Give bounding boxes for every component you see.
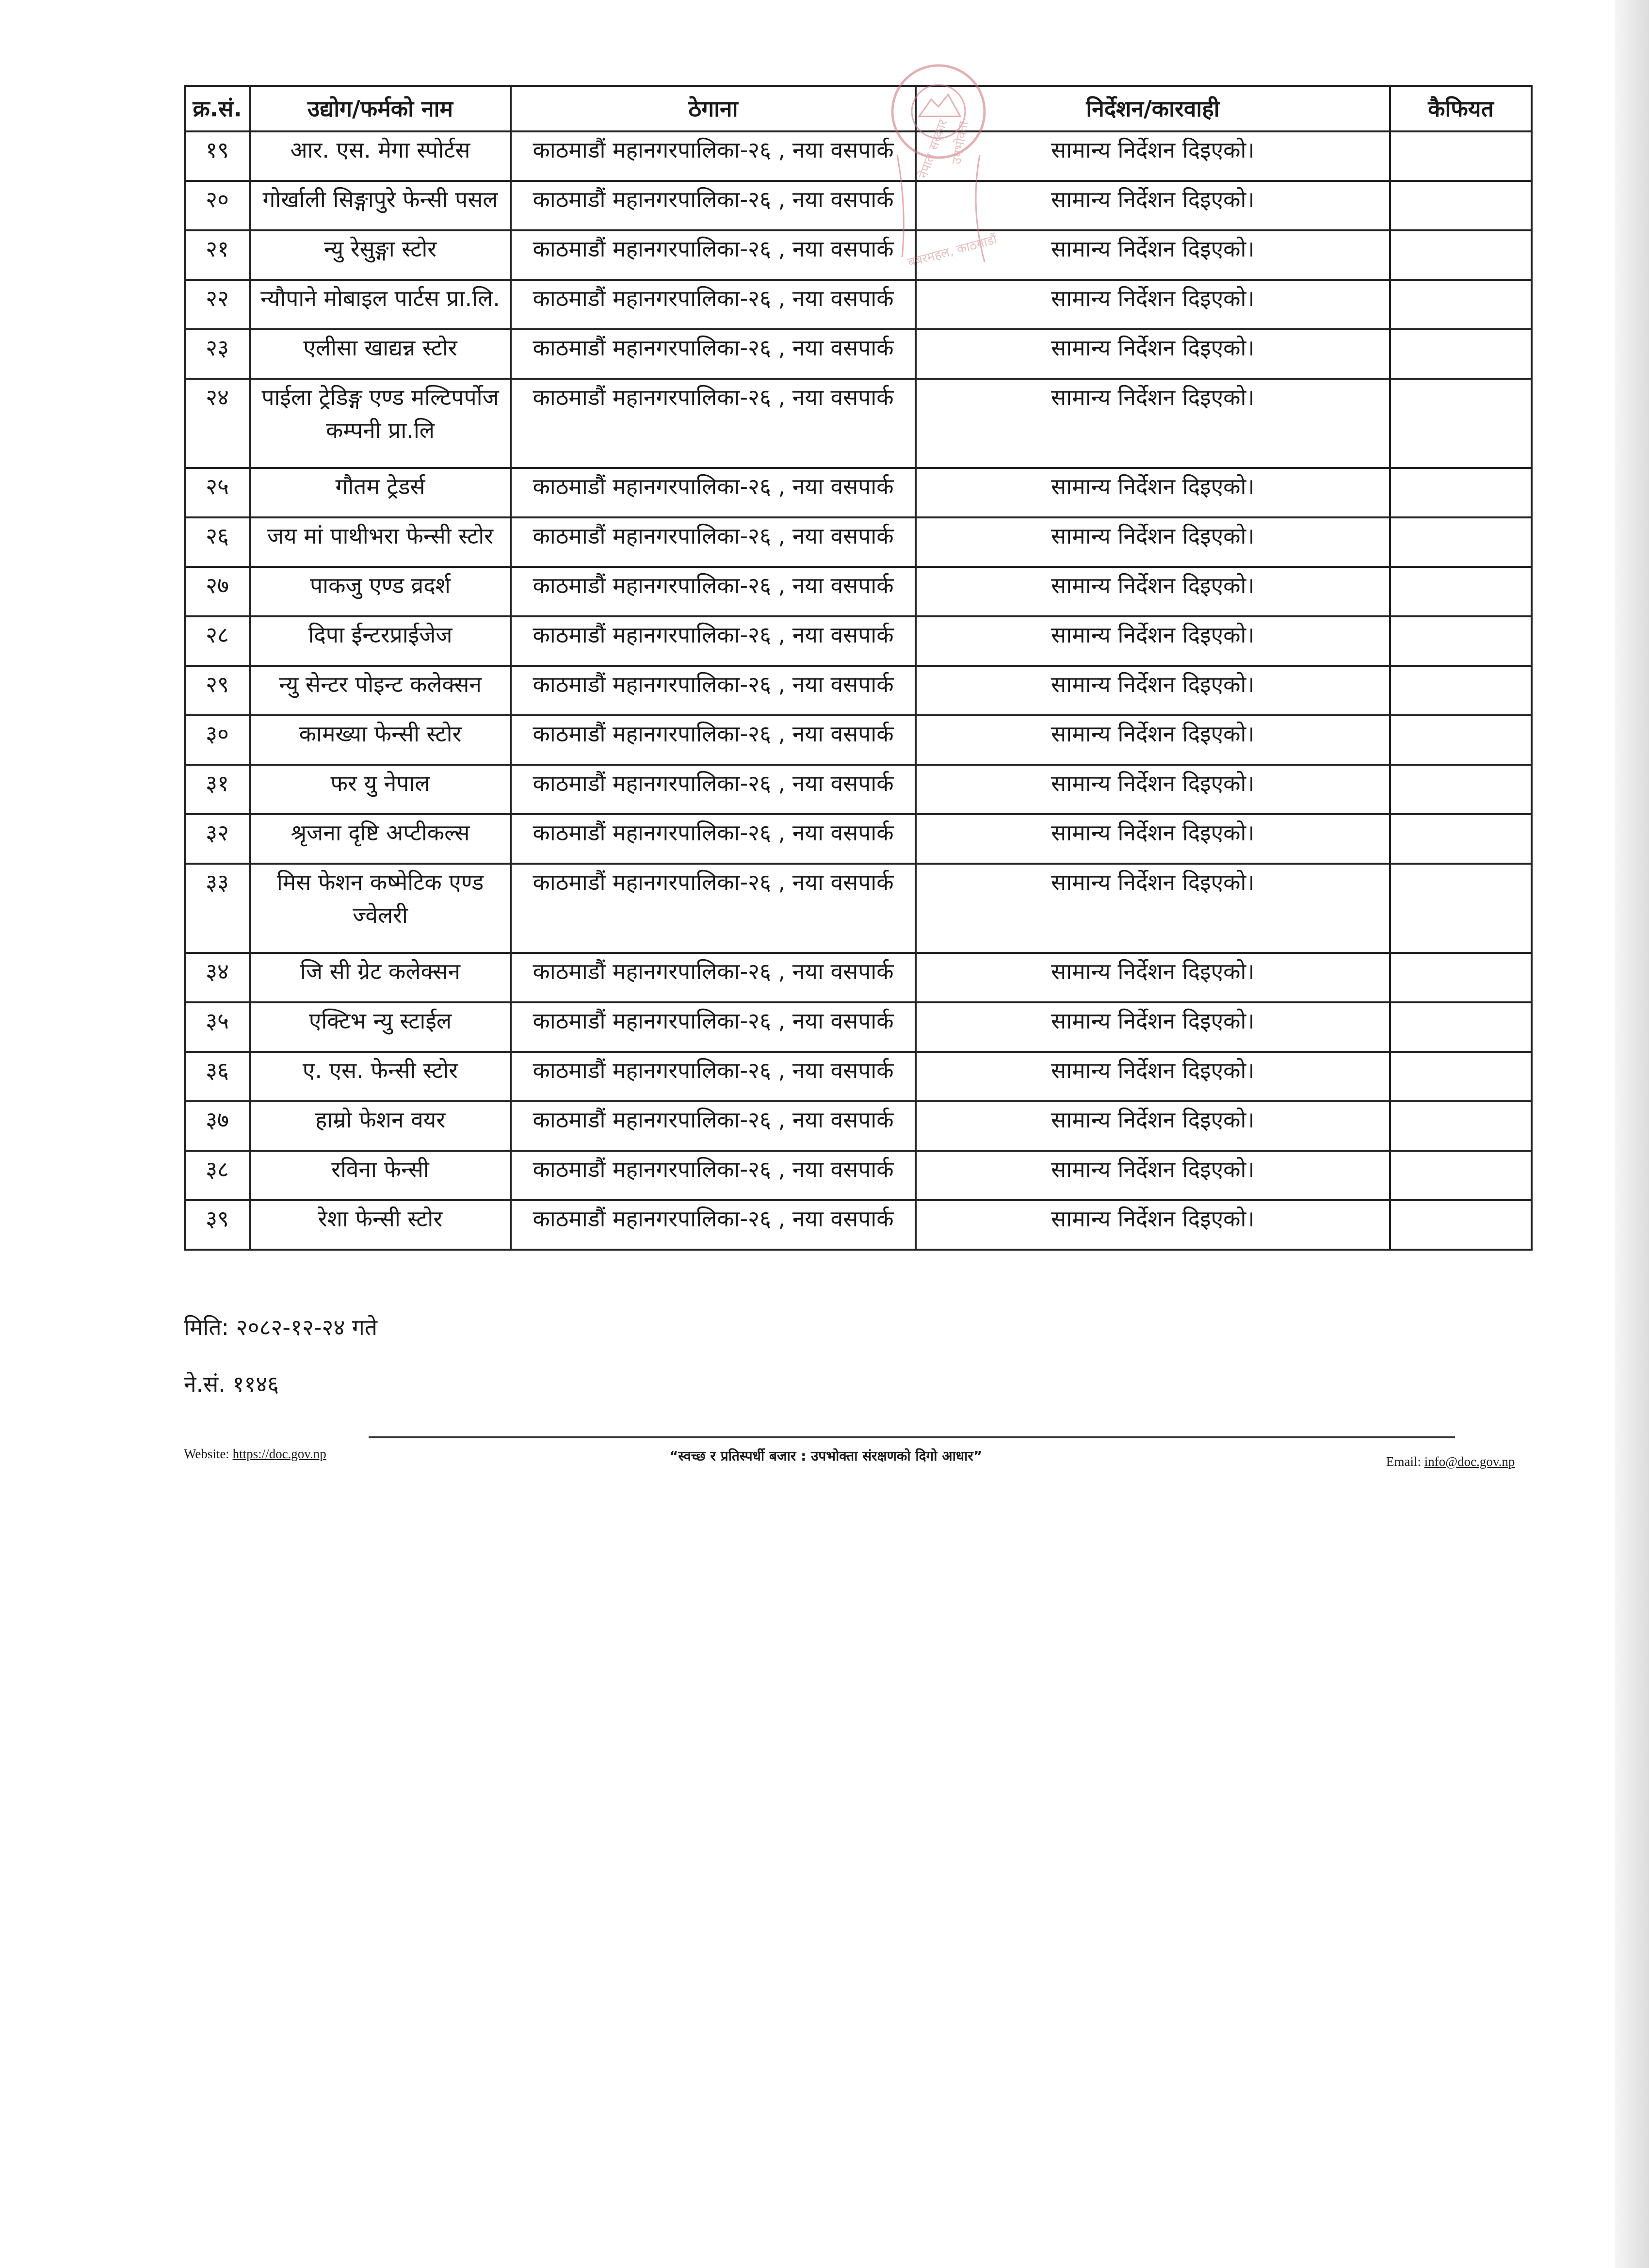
table-row [185,468,1532,517]
header-action: निर्देशन/कारवाही [916,86,1390,131]
table-row [185,814,1532,864]
cell-address: काठमाडौं महानगरपालिका-२६ , नया वसपार्क [511,280,916,329]
cell-remarks [1390,765,1532,814]
cell-remarks [1390,616,1532,666]
cell-serial-number: ३७ [185,1101,250,1151]
cell-action: सामान्य निर्देशन दिइएको। [916,1052,1390,1101]
table-row [185,379,1532,468]
cell-remarks [1390,329,1532,379]
email-label: Email: [1386,1454,1424,1469]
cell-address: काठमाडौं महानगरपालिका-२६ , नया वसपार्क [511,1151,916,1200]
cell-remarks [1390,1002,1532,1052]
table-row [185,567,1532,616]
cell-address: काठमाडौं महानगरपालिका-२६ , नया वसपार्क [511,131,916,181]
cell-firm-name: फर यु नेपाल [250,765,511,814]
cell-action: सामान्य निर्देशन दिइएको। [916,379,1390,468]
cell-remarks [1390,468,1532,517]
table-row [185,953,1532,1002]
cell-firm-name: आर. एस. मेगा स्पोर्टस [250,131,511,181]
cell-firm-name: दिपा ईन्टरप्राईजेज [250,616,511,666]
cell-firm-name: ए. एस. फेन्सी स्टोर [250,1052,511,1101]
cell-firm-name: न्यु रेसुङ्गा स्टोर [250,230,511,280]
cell-serial-number: ३६ [185,1052,250,1101]
header-firm-name: उद्योग/फर्मको नाम [250,86,511,131]
cell-serial-number: २५ [185,468,250,517]
cell-remarks [1390,517,1532,567]
table-row [185,1101,1532,1151]
cell-firm-name: एलीसा खाद्यन्न स्टोर [250,329,511,379]
cell-serial-number: ३९ [185,1200,250,1250]
cell-remarks [1390,715,1532,765]
cell-firm-name: रेशा फेन्सी स्टोर [250,1200,511,1250]
cell-firm-name: न्यु सेन्टर पोइन्ट कलेक्सन [250,666,511,715]
cell-remarks [1390,379,1532,468]
header-serial-number: क्र.सं. [185,86,250,131]
cell-serial-number: २० [185,181,250,230]
cell-action: सामान्य निर्देशन दिइएको। [916,131,1390,181]
cell-serial-number: २७ [185,567,250,616]
cell-remarks [1390,1052,1532,1101]
table-row [185,616,1532,666]
cell-serial-number: २९ [185,666,250,715]
table-row [185,230,1532,280]
cell-serial-number: २८ [185,616,250,666]
cell-action: सामान्य निर्देशन दिइएको। [916,814,1390,864]
cell-action: सामान्य निर्देशन दिइएको। [916,181,1390,230]
svg-text:नेपाल सरकार: नेपाल सरकार [916,117,951,181]
cell-action: सामान्य निर्देशन दिइएको। [916,1200,1390,1250]
cell-serial-number: ३३ [185,864,250,953]
cell-action: सामान्य निर्देशन दिइएको। [916,1002,1390,1052]
cell-firm-name: पाकजु एण्ड व्रदर्श [250,567,511,616]
table-header-row [185,86,1532,131]
cell-remarks [1390,814,1532,864]
cell-address: काठमाडौं महानगरपालिका-२६ , नया वसपार्क [511,666,916,715]
svg-text:बबरमहल, काठमाडौं: बबरमहल, काठमाडौं [906,232,999,270]
cell-action: सामान्य निर्देशन दिइएको। [916,567,1390,616]
table-row [185,666,1532,715]
table-row [185,329,1532,379]
cell-serial-number: ३४ [185,953,250,1002]
header-address: ठेगाना [511,86,916,131]
cell-address: काठमाडौं महानगरपालिका-२६ , नया वसपार्क [511,329,916,379]
cell-remarks [1390,280,1532,329]
cell-firm-name: पाईला ट्रेडिङ्ग एण्ड मल्टिपर्पोज कम्पनी प्रा.लि [250,379,511,468]
cell-action: सामान्य निर्देशन दिइएको। [916,280,1390,329]
footer-divider [369,1436,1455,1438]
cell-address: काठमाडौं महानगरपालिका-२६ , नया वसपार्क [511,616,916,666]
cell-serial-number: ३८ [185,1151,250,1200]
table-row [185,131,1532,181]
cell-serial-number: २४ [185,379,250,468]
cell-remarks [1390,953,1532,1002]
cell-firm-name: गौतम ट्रेडर्स [250,468,511,517]
cell-address: काठमाडौं महानगरपालिका-२६ , नया वसपार्क [511,864,916,953]
header-remarks: कैफियत [1390,86,1532,131]
cell-remarks [1390,1151,1532,1200]
table-row [185,715,1532,765]
cell-address: काठमाडौं महानगरपालिका-२६ , नया वसपार्क [511,765,916,814]
cell-action: सामान्य निर्देशन दिइएको। [916,329,1390,379]
nepal-sambat-line: ने.सं. ११४६ [184,1371,279,1397]
cell-address: काठमाडौं महानगरपालिका-२६ , नया वसपार्क [511,814,916,864]
table-row [185,765,1532,814]
table-row [185,280,1532,329]
cell-firm-name: गोर्खाली सिङ्गापुरे फेन्सी पसल [250,181,511,230]
cell-serial-number: १९ [185,131,250,181]
cell-firm-name: मिस फेशन कष्मेटिक एण्ड ज्वेलरी [250,864,511,953]
date-line: मिति: २०८२-१२-२४ गते [184,1314,377,1340]
cell-address: काठमाडौं महानगरपालिका-२६ , नया वसपार्क [511,230,916,280]
table-row [185,1052,1532,1101]
cell-address: काठमाडौं महानगरपालिका-२६ , नया वसपार्क [511,953,916,1002]
cell-remarks [1390,181,1532,230]
scan-page-edge [1615,0,1649,2268]
cell-address: काठमाडौं महानगरपालिका-२६ , नया वसपार्क [511,715,916,765]
cell-firm-name: जि सी ग्रेट कलेक्सन [250,953,511,1002]
table-row [185,1151,1532,1200]
cell-serial-number: ३५ [185,1002,250,1052]
cell-serial-number: २६ [185,517,250,567]
cell-remarks [1390,1200,1532,1250]
cell-firm-name: एक्टिभ न्यु स्टाईल [250,1002,511,1052]
cell-remarks [1390,864,1532,953]
cell-firm-name: श्रृजना दृष्टि अप्टीकल्स [250,814,511,864]
table-row [185,1002,1532,1052]
cell-action: सामान्य निर्देशन दिइएको। [916,616,1390,666]
cell-action: सामान्य निर्देशन दिइएको। [916,953,1390,1002]
cell-action: सामान्य निर्देशन दिइएको। [916,765,1390,814]
cell-address: काठमाडौं महानगरपालिका-२६ , नया वसपार्क [511,1052,916,1101]
cell-serial-number: ३० [185,715,250,765]
cell-serial-number: ३२ [185,814,250,864]
cell-action: सामान्य निर्देशन दिइएको। [916,864,1390,953]
cell-address: काठमाडौं महानगरपालिका-२६ , नया वसपार्क [511,468,916,517]
records-table [184,85,1533,1251]
footer-email [1386,1454,1515,1469]
cell-address: काठमाडौं महानगरपालिका-२६ , नया वसपार्क [511,1002,916,1052]
cell-address: काठमाडौं महानगरपालिका-२६ , नया वसपार्क [511,1200,916,1250]
cell-address: काठमाडौं महानगरपालिका-२६ , नया वसपार्क [511,517,916,567]
cell-action: सामान्य निर्देशन दिइएको। [916,517,1390,567]
cell-action: सामान्य निर्देशन दिइएको। [916,468,1390,517]
table-row [185,1200,1532,1250]
website-link[interactable]: https://doc.gov.np [232,1447,326,1461]
cell-serial-number: २१ [185,230,250,280]
cell-remarks [1390,666,1532,715]
svg-text:उपभोक्ता: उपभोक्ता [949,120,971,166]
cell-remarks [1390,1101,1532,1151]
cell-firm-name: जय मां पाथीभरा फेन्सी स्टोर [250,517,511,567]
table-row [185,864,1532,953]
email-link[interactable]: info@doc.gov.np [1424,1454,1515,1469]
cell-remarks [1390,131,1532,181]
cell-action: सामान्य निर्देशन दिइएको। [916,666,1390,715]
cell-address: काठमाडौं महानगरपालिका-२६ , नया वसपार्क [511,379,916,468]
cell-action: सामान्य निर्देशन दिइएको। [916,1151,1390,1200]
cell-action: सामान्य निर्देशन दिइएको। [916,1101,1390,1151]
cell-firm-name: कामख्या फेन्सी स्टोर [250,715,511,765]
footer-slogan: “स्वच्छ र प्रतिस्पर्धी बजार : उपभोक्ता संरक्षणको दिगो आधार” [669,1448,983,1464]
cell-firm-name: रविना फेन्सी [250,1151,511,1200]
cell-serial-number: २२ [185,280,250,329]
cell-address: काठमाडौं महानगरपालिका-२६ , नया वसपार्क [511,1101,916,1151]
table-row [185,181,1532,230]
cell-action: सामान्य निर्देशन दिइएको। [916,230,1390,280]
footer-website [184,1447,326,1462]
cell-remarks [1390,567,1532,616]
cell-firm-name: हाम्रो फेशन वयर [250,1101,511,1151]
cell-serial-number: ३१ [185,765,250,814]
cell-address: काठमाडौं महानगरपालिका-२६ , नया वसपार्क [511,181,916,230]
table-row [185,517,1532,567]
website-label: Website: [184,1447,233,1461]
cell-serial-number: २३ [185,329,250,379]
cell-remarks [1390,230,1532,280]
cell-firm-name: न्यौपाने मोबाइल पार्टस प्रा.लि. [250,280,511,329]
cell-address: काठमाडौं महानगरपालिका-२६ , नया वसपार्क [511,567,916,616]
cell-action: सामान्य निर्देशन दिइएको। [916,715,1390,765]
